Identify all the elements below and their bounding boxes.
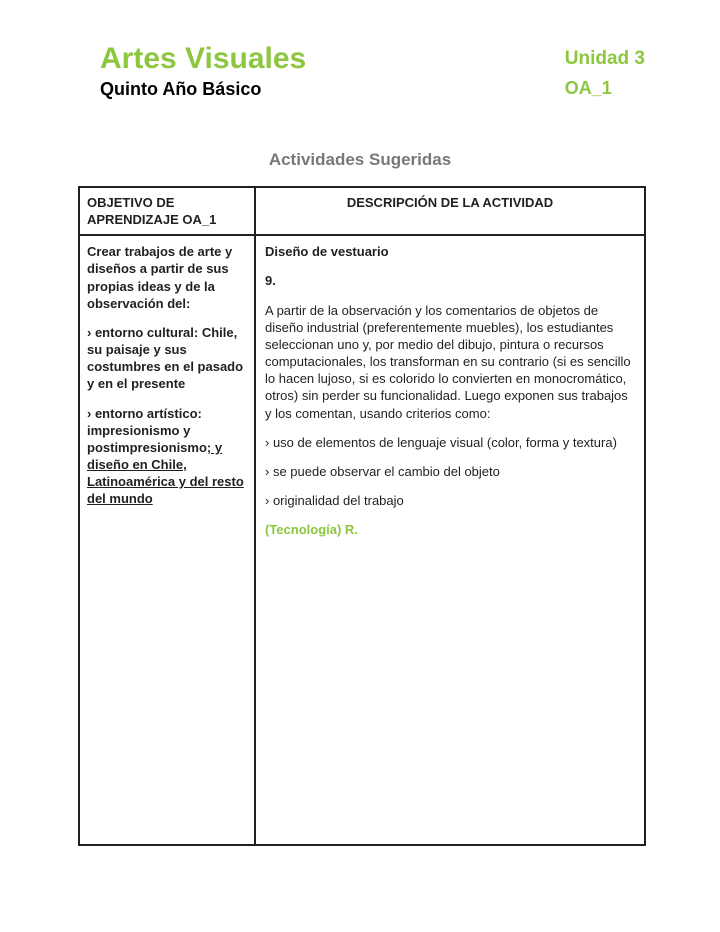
objective-bullet-artistic [87,405,248,508]
table-header-description-label: DESCRIPCIÓN DE LA ACTIVIDAD [346,195,554,210]
activity-bullet-2: › se puede observar el cambio del objeto [265,463,500,479]
header-right [565,42,645,99]
objective-bullet-artistic-underlined: ; y diseño en Chile, Latinoamérica y del resto del mundo [87,439,244,507]
oa-label: OA_1 [564,78,612,98]
document-subtitle: Quinto Año Básico [100,79,262,99]
activity-bullet-3: › originalidad del trabajo [265,493,404,509]
objective-intro: Crear trabajos de arte y diseños a partir de sus propias ideas y de la observación del: [87,244,233,311]
objective-bullet-artistic-plain: › entorno artístico: impresionismo y postimpresionismo [87,405,207,455]
document-header [100,42,645,100]
activity-number: 9. [265,273,276,289]
section-heading: Actividades Sugeridas [268,150,452,169]
table-header-objective: OBJETIVO DE APRENDIZAJE OA_1 [79,187,255,235]
activity-table [78,186,646,846]
activity-bullet-1: › uso de elementos de lenguaje visual (color, forma y textura) [265,434,617,450]
unit-label: Unidad 3 [564,48,645,69]
activity-tag: (Tecnología) R. [265,522,358,538]
document-title: Artes Visuales [100,42,307,75]
table-header-description [255,187,645,235]
activity-paragraph: A partir de la observación y los comentarios de objetos de diseño industrial (preferentemente muebles), los estudiantes seleccionan uno y, por medio del dibujo, pintura o recursos computacionales, los transforman en su contrario (si es sencillo lo hacen lujoso, si es colorido lo convierten en monocromático, otros) sin perder su funcionalidad. Luego exponen sus trabajos y los comentan, usando criterios como: [265,302,631,421]
objective-cell [79,235,255,845]
objective-bullet-cultural: › entorno cultural: Chile, su paisaje y sus costumbres en el pasado y en el presente [87,324,244,392]
header-left [100,42,306,100]
activity-title: Diseño de vestuario [265,244,389,260]
activity-cell [255,235,645,845]
